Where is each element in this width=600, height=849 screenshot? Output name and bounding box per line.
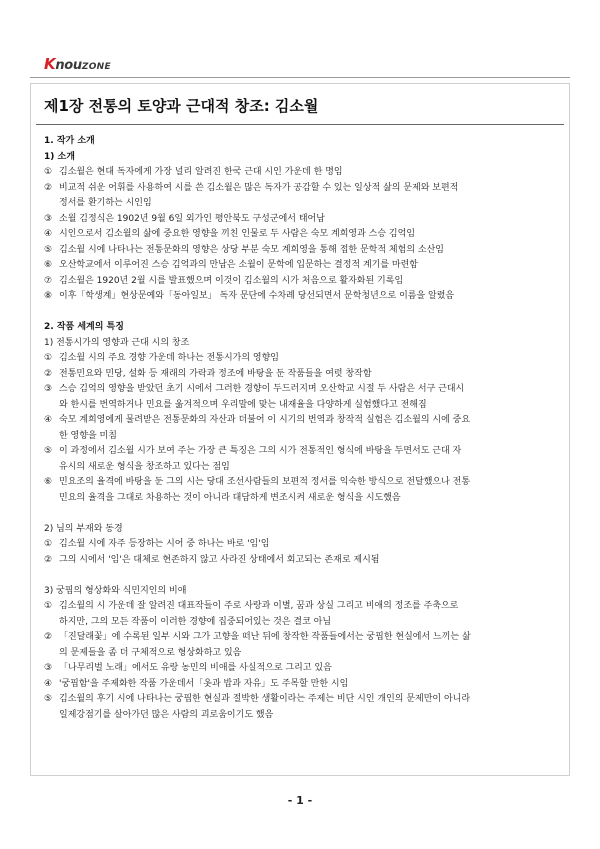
text-line: 김소월은 1920년 2월 시를 발표했으며 이것이 김소월의 시가 처음으로 활자화된 기록임 <box>59 275 404 286</box>
list-item-number: ⑧ <box>44 291 53 301</box>
list-item <box>44 413 558 444</box>
list-item-text <box>59 599 558 630</box>
list-item <box>44 165 558 181</box>
list-item <box>44 661 558 677</box>
list-item <box>44 274 558 290</box>
text-line: 오산학교에서 이루어진 스승 김억과의 만남은 소월이 문학에 입문하는 결정적 계기를 마련함 <box>59 260 418 270</box>
text-line: '궁핍함'을 주제화한 작품 가운데서「옷과 밥과 자유」도 주목할 만한 시임 <box>59 678 349 689</box>
text-line: 이후「학생계」현상문예와「동아일보」 독자 문단에 수차례 당선되면서 문학청년으로 이름을 알렸음 <box>59 291 455 301</box>
list-item-text <box>59 212 558 228</box>
text-line: 「나무리벌 노래」에서도 유랑 농민의 비애를 사실적으로 그리고 있음 <box>59 663 332 673</box>
spacer <box>44 305 558 321</box>
text-line: 스승 김억의 영향을 받았던 초기 시에서 그러한 경향이 두드러지며 오산학교 시절 두 사람은 서구 근대시 <box>59 384 465 394</box>
text-line: 전통민요와 민당, 설화 등 재래의 가락과 정조에 바탕을 둔 작품들을 여럿 창작함 <box>59 368 372 379</box>
text-line: 김소월은 현대 독자에게 가장 널리 알려진 한국 근대 시인 가운데 한 명임 <box>59 167 343 177</box>
chapter-title: 제1장 전통의 토양과 근대적 창조: 김소월 <box>44 97 319 115</box>
list-item-text <box>59 630 558 661</box>
text-line: 의 문제들을 좀 더 구체적으로 형상화하고 있음 <box>59 647 242 658</box>
list-item <box>44 475 558 506</box>
list-item-number: ③ <box>44 213 53 224</box>
list-item <box>44 444 558 475</box>
text-line: 정서를 환기하는 시인임 <box>59 198 152 208</box>
body-content <box>44 134 558 723</box>
spacer <box>44 506 558 522</box>
list-item-text <box>59 692 558 723</box>
list-item-number: ② <box>44 182 53 193</box>
list-item-number: ① <box>44 353 53 363</box>
subsection-list <box>44 351 558 506</box>
text-line: 숙모 계희영에게 물려받은 전통문화의 자산과 더불어 이 시기의 번역과 창작적 실험은 김소월의 시에 중요 <box>59 415 471 425</box>
list-item-number: ⑤ <box>44 244 53 255</box>
list-item-text <box>59 289 558 305</box>
text-line: 그의 시에서 '임'은 대체로 현존하지 않고 사라진 상태에서 회고되는 존재로 제시됨 <box>59 554 380 565</box>
list-item-text <box>59 661 558 677</box>
spacer <box>44 568 558 584</box>
list-item <box>44 382 558 413</box>
list-item-text <box>59 181 558 212</box>
list-item-number: ⑦ <box>44 275 53 286</box>
text-line: 김소월의 시 가운데 잘 알려진 대표작들이 주로 사랑과 이별, 꿈과 상실 그리고 비애의 정조를 주축으로 <box>59 601 459 611</box>
text-line: 유시의 새로운 형식을 창조하고 있다는 점임 <box>59 461 230 472</box>
list-item-text <box>59 227 558 243</box>
list-item-text <box>59 165 558 181</box>
list-item <box>44 351 558 367</box>
list-item-number: ⑤ <box>44 694 53 704</box>
intro-list <box>44 165 558 305</box>
list-item-number: ④ <box>44 415 53 425</box>
list-item-number: ② <box>44 368 53 379</box>
list-item-text <box>59 274 558 290</box>
list-item-text <box>59 444 558 475</box>
text-line: 김소월 시의 주요 경향 가운데 하나는 전통시가의 영향임 <box>59 353 279 363</box>
list-item <box>44 677 558 693</box>
list-item-text <box>59 475 558 506</box>
text-line: 한 영향을 미침 <box>59 430 117 441</box>
list-item-text <box>59 351 558 367</box>
list-item-text <box>59 413 558 444</box>
list-item-text <box>59 677 558 693</box>
subsection-heading: 3) 궁핍의 형상화와 식민지인의 비애 <box>44 585 187 596</box>
list-item <box>44 289 558 305</box>
list-item <box>44 258 558 274</box>
list-item-number: ⑥ <box>44 260 53 270</box>
text-line: 하지만, 그의 모든 작품이 이러한 경향에 집중되어있는 것은 결코 아님 <box>59 616 332 627</box>
text-line: 「진달래꽃」에 수록된 일부 시와 그가 고향을 떠난 뒤에 창작한 작품들에서는 궁핍한 현실에서 느끼는 삶 <box>59 632 471 642</box>
title-underline <box>36 124 564 125</box>
text-line: 김소월 시에 나타나는 전통문화의 영향은 상당 부분 숙모 계희영을 통해 접한 문학적 체험의 소산임 <box>59 244 444 255</box>
text-line: 민요의 율격을 그대로 차용하는 것이 아니라 대담하게 변조시켜 새로운 형식을 시도했음 <box>59 492 401 503</box>
list-item <box>44 692 558 723</box>
list-item <box>44 227 558 243</box>
text-line: 소월 김정식은 1902년 9월 6일 외가인 평안북도 구성군에서 태어남 <box>59 213 325 224</box>
list-item-number: ② <box>44 632 53 642</box>
list-item-text <box>59 537 558 553</box>
text-line: 일제강점기를 살아가던 많은 사람의 괴로움이기도 했음 <box>59 709 274 720</box>
text-line: 비교적 쉬운 어휘를 사용하여 시를 쓴 김소월은 많은 독자가 공감할 수 있는 일상적 삶의 문제와 보편적 <box>59 182 459 193</box>
text-line: 와 한시를 번역하거나 민요를 옮겨적으며 우리말에 맞는 내재율을 다양하게 실험했다고 전해짐 <box>59 399 427 410</box>
list-item-number: ⑥ <box>44 477 53 487</box>
text-line: 김소월 시에 자주 등장하는 시어 중 하나는 바로 '임'임 <box>59 539 270 549</box>
list-item-text <box>59 382 558 413</box>
subsection-heading: 2) 님의 부재와 동경 <box>44 523 123 534</box>
list-item-text <box>59 243 558 259</box>
page-number: - 1 - <box>287 794 313 807</box>
list-item <box>44 537 558 553</box>
subsection-list <box>44 537 558 568</box>
header-divider <box>30 77 570 78</box>
list-item-number: ③ <box>44 663 53 673</box>
list-item-number: ④ <box>44 229 53 239</box>
list-item <box>44 367 558 383</box>
list-item <box>44 630 558 661</box>
list-item <box>44 599 558 630</box>
list-item-text <box>59 258 558 274</box>
list-item <box>44 212 558 228</box>
list-item <box>44 553 558 569</box>
works-groups <box>44 336 558 724</box>
section-heading-author: 1. 작가 소개 <box>44 136 95 146</box>
section-heading-works: 2. 작품 세계의 특징 <box>44 322 124 332</box>
text-line: 이 과정에서 김소월 시가 보여 주는 가장 큰 특징은 그의 시가 전통적인 형식에 바탕을 두면서도 근대 자 <box>59 446 462 456</box>
list-item-number: ③ <box>44 384 53 394</box>
subsection-list <box>44 599 558 723</box>
list-item <box>44 181 558 212</box>
list-item-text <box>59 553 558 569</box>
text-line: 민요조의 율격에 바탕을 둔 그의 시는 당대 조선사람들의 보편적 정서를 익숙한 방식으로 전달했으나 전통 <box>59 477 471 487</box>
list-item-text <box>59 367 558 383</box>
list-item-number: ② <box>44 554 53 565</box>
subsection-heading-intro: 1) 소개 <box>44 151 75 162</box>
list-item-number: ① <box>44 601 53 611</box>
list-item-number: ④ <box>44 678 53 689</box>
subsection-heading: 1) 전통시가의 영향과 근대 시의 창조 <box>44 337 190 348</box>
list-item-number: ① <box>44 167 53 177</box>
list-item-number: ① <box>44 539 53 549</box>
text-line: 시인으로서 김소월의 삶에 중요한 영향을 끼친 인물로 두 사람은 숙모 계희영과 스승 김억임 <box>59 229 416 239</box>
list-item-number: ⑤ <box>44 446 53 456</box>
list-item <box>44 243 558 259</box>
knouzone-logo: KnouZONE <box>44 55 111 73</box>
text-line: 김소월의 후기 시에 나타나는 궁핍한 현실과 절박한 생활이라는 주제는 비단 시인 개인의 문제만이 아니라 <box>59 694 471 704</box>
